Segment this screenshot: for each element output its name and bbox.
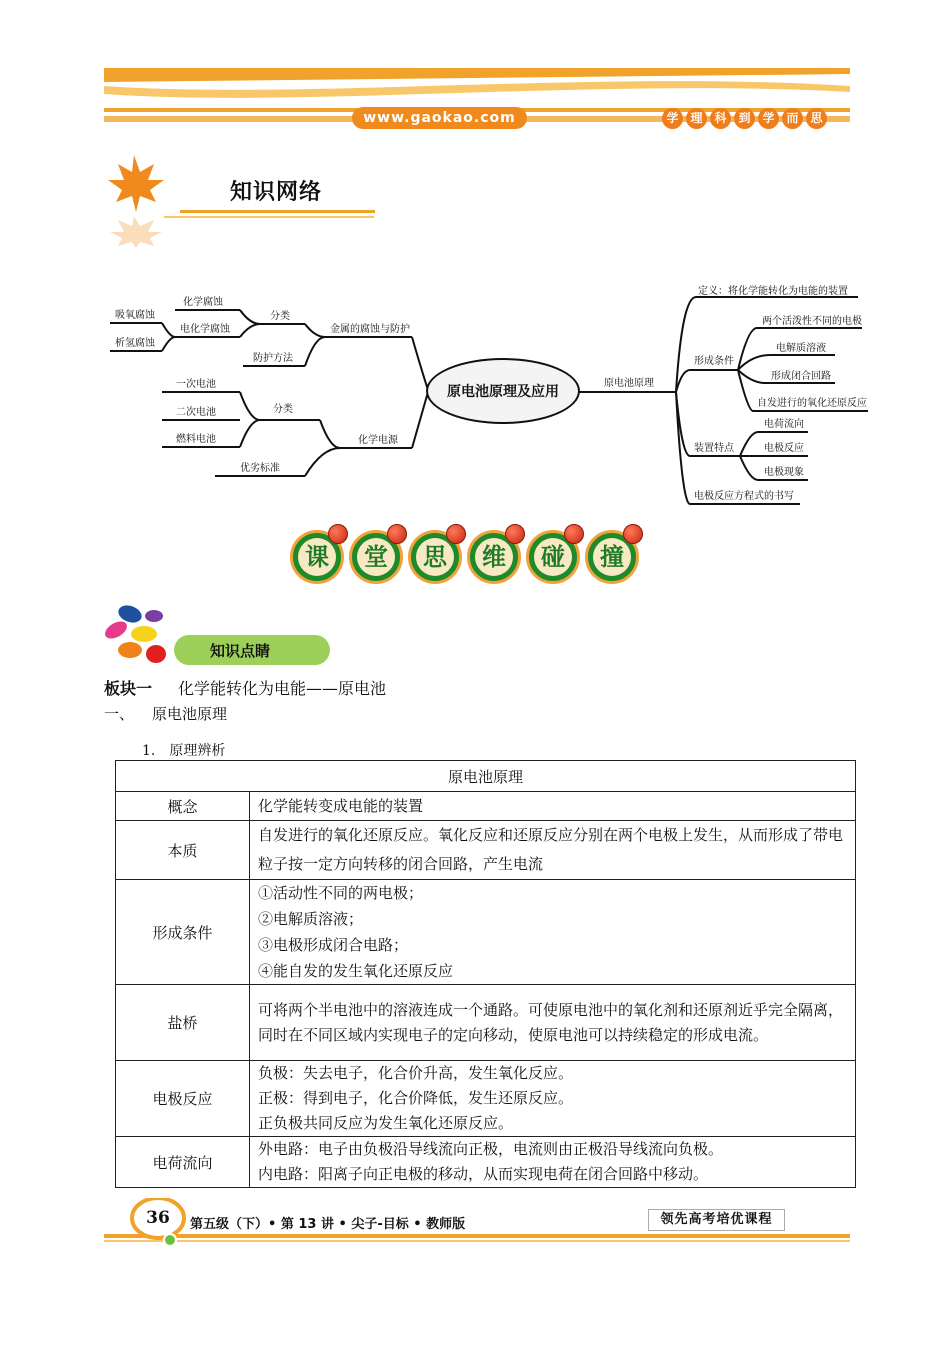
site-url: www.gaokao.com [363, 110, 516, 126]
mm-criteria: 优劣标准 [240, 463, 280, 474]
table-title: 原电池原理 [116, 761, 856, 792]
table-row [116, 792, 856, 821]
mm-definition: 定义：将化学能转化为电能的装置 [698, 286, 848, 297]
mm-feature-item: 电极反应 [764, 443, 804, 454]
banner-char: 维 [467, 530, 521, 584]
slogan-char: 而 [782, 108, 803, 129]
slogan-char: 到 [734, 108, 755, 129]
knowledge-point-label: 知识点睛 [210, 642, 271, 660]
row-label: 电荷流向 [116, 1137, 250, 1188]
mm-primary-battery: 一次电池 [176, 379, 216, 390]
mm-oxygen-absorption: 吸氧腐蚀 [115, 310, 155, 321]
footer-text: 第五级（下）• 第 13 讲 • 尖子-目标 • 教师版 [190, 1217, 466, 1232]
row-content: 化学能转变成电能的装置 [250, 792, 856, 821]
banner-char: 撞 [585, 530, 639, 584]
mm-corrosion-classify: 分类 [270, 311, 290, 322]
row-content: 外电路：电子由负极沿导线流向正极，电流则由正极沿导线流向负极。 内电路：阳离子向正电极的移动，从而实现电荷在闭合回路中移动。 [250, 1137, 856, 1188]
mm-condition-item: 电解质溶液 [776, 343, 826, 354]
block-title: 板块一 化学能转化为电能——原电池 [104, 679, 387, 698]
row-label: 本质 [116, 821, 250, 880]
mindmap-center: 原电池原理及应用 [426, 358, 580, 424]
mm-chemical-power: 化学电源 [358, 435, 398, 446]
subsection-title: 一、 原电池原理 [104, 705, 228, 723]
slogan-char: 学 [758, 108, 779, 129]
classroom-banner [290, 530, 639, 584]
mm-electro-corrosion: 电化学腐蚀 [180, 324, 230, 335]
row-label: 盐桥 [116, 985, 250, 1061]
mm-feature-item: 电极现象 [764, 467, 804, 478]
banner-char: 课 [290, 530, 344, 584]
banner-char: 思 [408, 530, 462, 584]
slogan-char: 思 [806, 108, 827, 129]
section-title: 知识网络 [230, 180, 323, 205]
mm-feature-item: 电荷流向 [764, 419, 804, 430]
mm-secondary-battery: 二次电池 [176, 407, 216, 418]
row-content: 负极：失去电子，化合价升高，发生氧化反应。 正极：得到电子，化合价降低，发生还原反应。 正负极共同反应为发生氧化还原反应。 [250, 1061, 856, 1137]
table-row [116, 821, 856, 880]
subsubsection-title: 1. 原理辨析 [142, 743, 226, 759]
mm-hydrogen-evolution: 析氢腐蚀 [115, 338, 155, 349]
mm-conditions: 形成条件 [694, 356, 734, 367]
row-content: 可将两个半电池中的溶液连成一个通路。可使原电池中的氧化剂和还原剂近乎完全隔离，同时在不同区域内实现电子的定向移动，使原电池可以持续稳定的形成电流。 [250, 985, 856, 1061]
row-content: 自发进行的氧化还原反应。氧化反应和还原反应分别在两个电极上发生，从而形成了带电粒子按一定方向转移的闭合回路，产生电流 [250, 821, 856, 880]
mm-principle: 原电池原理 [604, 378, 654, 389]
mm-features: 装置特点 [694, 443, 734, 454]
principle-table [115, 760, 856, 1188]
footer-brand: 领先高考培优课程 [648, 1209, 785, 1231]
banner-char: 碰 [526, 530, 580, 584]
mm-corrosion: 金属的腐蚀与防护 [330, 324, 410, 335]
mm-equation: 电极反应方程式的书写 [694, 491, 794, 502]
header-slogan [662, 108, 827, 130]
table-row [116, 985, 856, 1061]
banner-char: 堂 [349, 530, 403, 584]
row-label: 电极反应 [116, 1061, 250, 1137]
mm-power-classify: 分类 [273, 404, 293, 415]
slogan-char: 科 [710, 108, 731, 129]
slogan-char: 学 [662, 108, 683, 129]
row-label: 形成条件 [116, 880, 250, 985]
mm-protection: 防护方法 [253, 353, 293, 364]
row-label: 概念 [116, 792, 250, 821]
mm-fuel-cell: 燃料电池 [176, 434, 216, 445]
table-row [116, 880, 856, 985]
mm-condition-item: 自发进行的氧化还原反应 [757, 398, 867, 409]
page-number: 36 [146, 1208, 170, 1228]
row-content: ①活动性不同的两电极； ②电解质溶液； ③电极形成闭合电路； ④能自发的发生氧化还原反应 [250, 880, 856, 985]
mm-condition-item: 形成闭合回路 [771, 371, 831, 382]
table-row [116, 1061, 856, 1137]
slogan-char: 理 [686, 108, 707, 129]
table-row [116, 1137, 856, 1188]
mm-condition-item: 两个活泼性不同的电极 [762, 316, 862, 327]
mm-chem-corrosion: 化学腐蚀 [183, 297, 223, 308]
